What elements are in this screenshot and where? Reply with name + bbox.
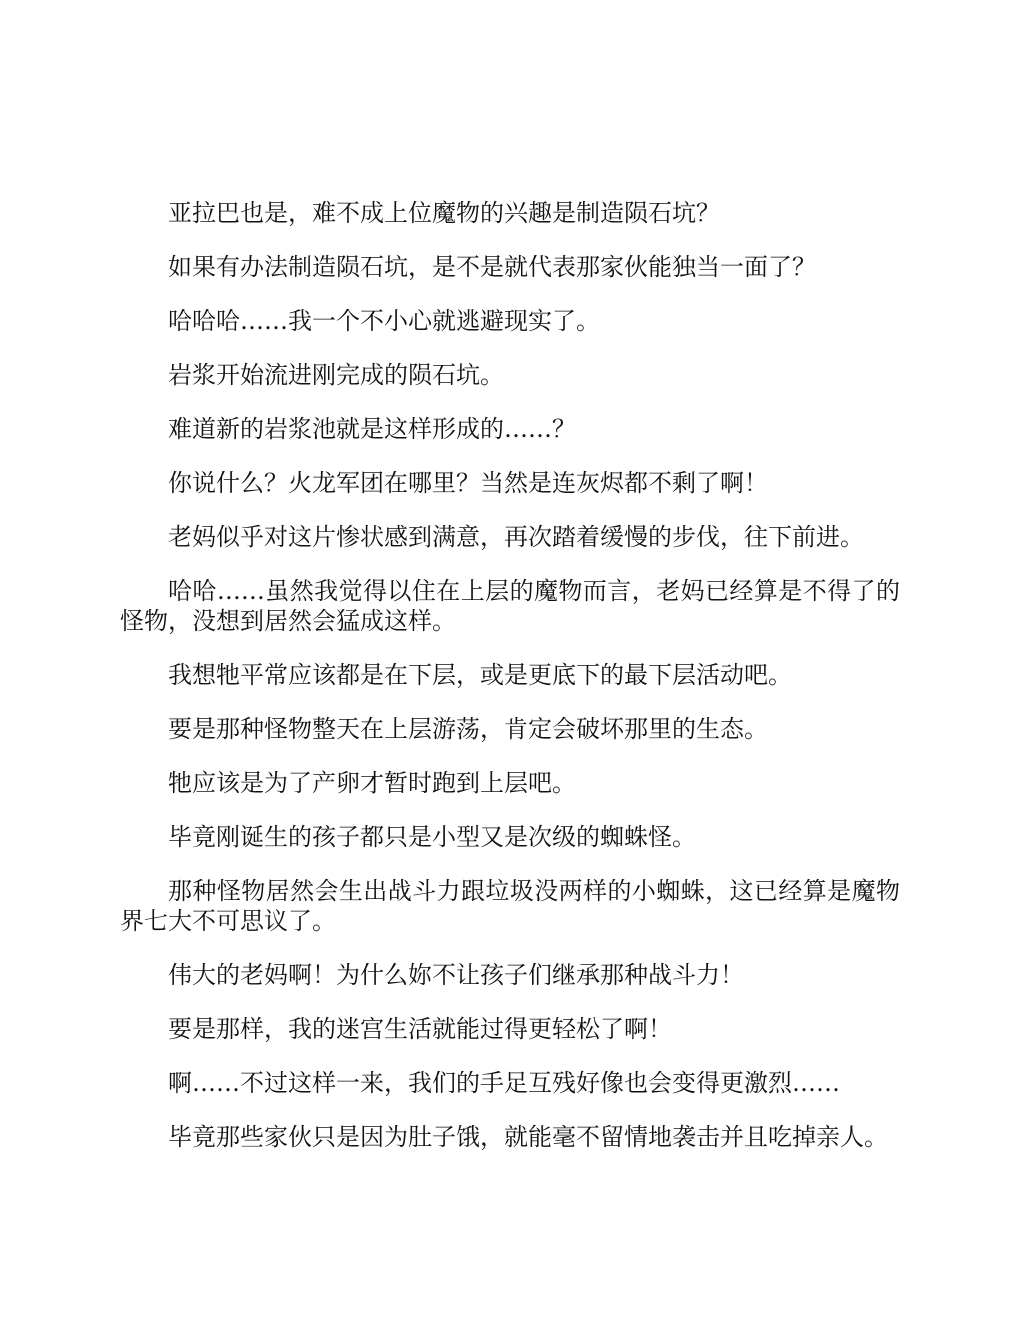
- paragraph: 要是那种怪物整天在上层游荡，肯定会破坏那里的生态。: [168, 715, 768, 743]
- paragraph: 亚拉巴也是，难不成上位魔物的兴趣是制造陨石坑？: [168, 199, 720, 227]
- paragraph: 哈哈……虽然我觉得以住在上层的魔物而言，老妈已经算是不得了的怪物，没想到居然会猛成这样。: [120, 577, 900, 635]
- paragraph: 那种怪物居然会生出战斗力跟垃圾没两样的小蜘蛛，这已经算是魔物界七大不可思议了。: [120, 877, 900, 935]
- paragraph: 要是那样，我的迷宫生活就能过得更轻松了啊！: [168, 1015, 672, 1043]
- paragraph: 哈哈哈……我一个不小心就逃避现实了。: [168, 307, 600, 335]
- paragraph: 岩浆开始流进刚完成的陨石坑。: [168, 361, 504, 389]
- paragraph: 老妈似乎对这片惨状感到满意，再次踏着缓慢的步伐，往下前进。: [168, 523, 864, 551]
- paragraph: 啊……不过这样一来，我们的手足互残好像也会变得更激烈……: [168, 1069, 840, 1097]
- paragraph: 毕竟那些家伙只是因为肚子饿，就能毫不留情地袭击并且吃掉亲人。: [168, 1123, 888, 1151]
- paragraph: 毕竟刚诞生的孩子都只是小型又是次级的蜘蛛怪。: [168, 823, 696, 851]
- document-body: [120, 198, 900, 1176]
- paragraph: 伟大的老妈啊！为什么妳不让孩子们继承那种战斗力！: [168, 961, 744, 989]
- paragraph: 如果有办法制造陨石坑，是不是就代表那家伙能独当一面了？: [168, 253, 816, 281]
- paragraph: 难道新的岩浆池就是这样形成的……？: [168, 415, 576, 443]
- paragraph: 我想牠平常应该都是在下层，或是更底下的最下层活动吧。: [168, 661, 792, 689]
- paragraph: 牠应该是为了产卵才暂时跑到上层吧。: [168, 769, 576, 797]
- paragraph: 你说什么？火龙军团在哪里？当然是连灰烬都不剩了啊！: [168, 469, 768, 497]
